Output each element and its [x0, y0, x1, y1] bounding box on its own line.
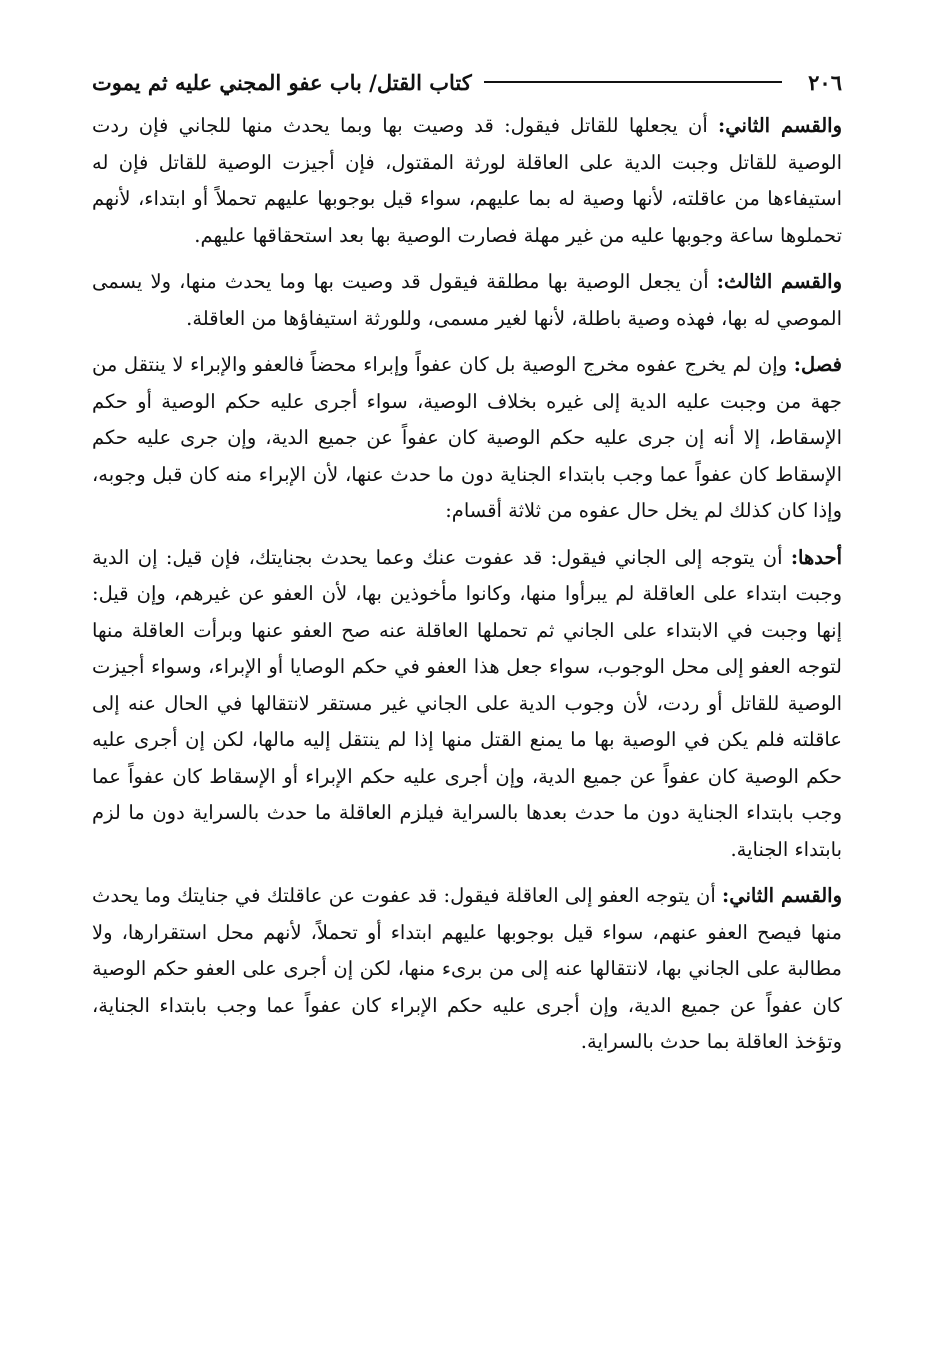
paragraph-section-three: [92, 264, 842, 337]
paragraph-text: أن يتوجه العفو إلى العاقلة فيقول: قد عفوت عن عاقلتك في جنايتك وما يحدث منها فيصح العفو عنهم، سواء قيل بوجوبها عليهم ابتداء أو تحملاً، لأنهم محل استقرارها، ولا مطالبة على الجاني بها، لانتقالها عنه إلى من برىء منها، لكن إن أجرى على العفو حكم الوصية كان عفواً عن جميع الدية، وإن أجرى عليه حكم الإبراء كان عفواً عما وجب بابتداء الجناية، وتؤخذ العاقلة بما حدث بالسراية.: [92, 884, 842, 1053]
paragraph-text: وإن لم يخرج عفوه مخرج الوصية بل كان عفواً وإبراء محضاً فالعفو والإبراء لا ينتقل من جهة من وجبت عليه الدية إلى غيره بخلاف الوصية، سواء أجرى عليه حكم الوصية أو حكم الإسقاط، إلا أنه إن جرى عليه حكم الوصية كان عفواً عن جميع الدية، وإن جرى عليه حكم الإسقاط كان عفواً عما وجب بابتداء الجناية دون ما حدث عنها، لأن الإبراء منه كان قبل وجوبه، وإذا كان كذلك لم يخل حال عفوه من ثلاثة أقسام:: [92, 353, 842, 522]
paragraph-text: أن يجعل الوصية بها مطلقة فيقول قد وصيت بها وما يحدث منها، ولا يسمى الموصي له بها، فهذه وصية باطلة، لأنها لغير مسمى، وللورثة استيفاؤها من العاقلة.: [92, 270, 842, 330]
page-number: ٢٠٦: [808, 69, 842, 95]
chapter-title: كتاب القتل/ باب عفو المجني عليه ثم يموت: [92, 69, 472, 95]
page-body: [92, 108, 842, 1061]
paragraph-lead: أحدها:: [790, 545, 842, 569]
header-rule: [484, 81, 782, 83]
paragraph-lead: فصل:: [793, 353, 842, 376]
paragraph-section-two: [92, 108, 842, 254]
paragraph-lead: والقسم الثاني:: [718, 114, 842, 137]
paragraph-text: أن يجعلها للقاتل فيقول: قد وصيت بها وبما يحدث منها للجاني فإن ردت الوصية للقاتل وجبت الدية على العاقلة لورثة المقتول، فإن أجيزت الوصية للقاتل فإن له استيفاءها من عاقلته، لأنها وصية له بما عليهم، سواء قيل بوجوبها عليهم تحملاً أو ابتداء، لأنهم تحملوها ساعة وجوبها عليه من غير مهلة فصارت الوصية بها بعد استحقاقها عليهم.: [92, 114, 842, 247]
paragraph-second-section-b: [92, 878, 842, 1061]
paragraph-fasl: [92, 347, 842, 530]
running-header: [92, 62, 842, 102]
paragraph-lead: والقسم الثاني:: [722, 884, 842, 907]
paragraph-text: أن يتوجه إلى الجاني فيقول: قد عفوت عنك وعما يحدث بجنايتك، فإن قيل: إن الدية وجبت ابتداء على العاقلة لم يبرأوا منها، وكانوا مأخوذين بها، لأن العفو عن غيرهم، وإن قيل: إنها وجبت في الابتداء على الجاني ثم تحملها العاقلة عنه صح العفو عنها وبرأت العاقلة منها لتوجه العفو إلى محل الوجوب، سواء جعل هذا العفو في حكم الوصايا أو الإبراء، وسواء أجيزت الوصية للقاتل أو ردت، لأن وجوب الدية على الجاني غير مستقر لانتقالها في الحال عنه إلى عاقلته فلم يكن في الوصية بها ما يمنع القتل منها إذا لم ينتقل إليه مالها، لكن إن أجرى عليه حكم الوصية كان عفواً عن جميع الدية، وإن أجرى عليه حكم الإبراء أو الإسقاط كان عفواً عما وجب بابتداء الجناية دون ما حدث بعدها بالسراية فيلزم العاقلة ما حدث بالسراية دون ما لزم بابتداء الجناية.: [92, 545, 842, 861]
paragraph-first-of-them: [92, 540, 842, 869]
paragraph-lead: والقسم الثالث:: [716, 270, 842, 293]
